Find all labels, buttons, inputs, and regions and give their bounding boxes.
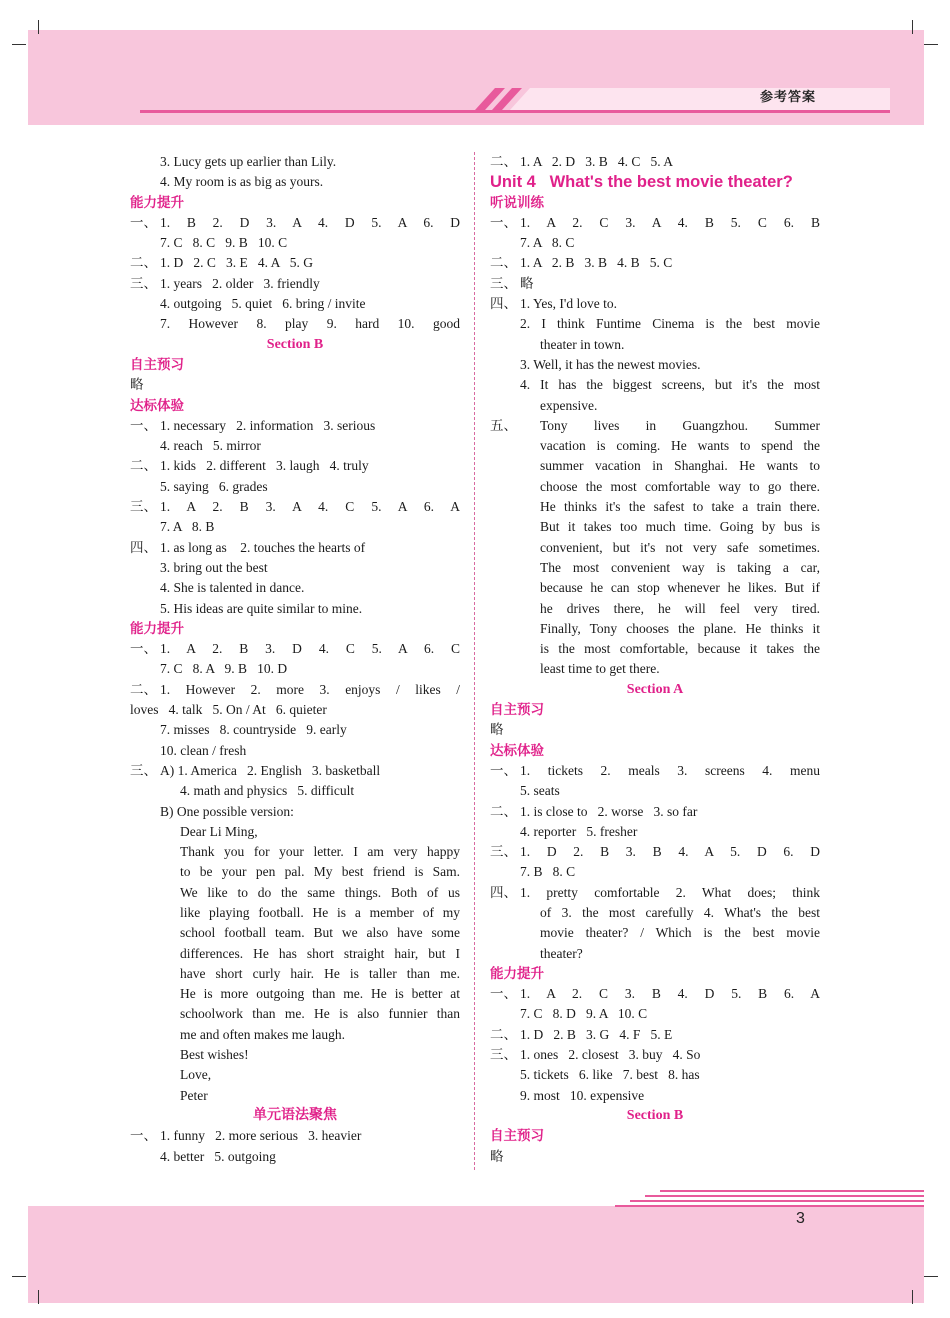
answer-line — [490, 578, 820, 598]
answer-text: But it takes too much time. Going by bus is — [540, 519, 820, 535]
answer-line — [490, 355, 820, 375]
answer-text: 4. She is talented in dance. — [160, 580, 305, 596]
answer-line — [490, 294, 820, 314]
answer-line — [130, 294, 460, 314]
question-number: 一、 — [490, 986, 517, 1002]
question-number: 二、 — [130, 458, 157, 474]
answer-line — [130, 680, 460, 700]
bottom-decorative-band — [28, 1206, 924, 1303]
answer-line — [490, 1004, 820, 1024]
answer-line — [130, 720, 460, 740]
answer-line — [490, 1086, 820, 1106]
answer-line — [490, 213, 820, 233]
answer-text: 略 — [490, 1148, 504, 1164]
answer-text: Best wishes! — [180, 1047, 249, 1063]
answer-text: is the most comfortable, because it takes the — [540, 641, 820, 657]
answer-line — [130, 436, 460, 456]
answer-text: Love, — [180, 1067, 212, 1083]
answer-text: 4. math and physics 5. difficult — [180, 783, 355, 799]
answer-text: 7. B 8. C — [520, 864, 576, 880]
answer-line — [130, 274, 460, 294]
question-number: 二、 — [130, 681, 157, 697]
answer-line — [490, 456, 820, 476]
answer-text: Peter — [180, 1087, 208, 1103]
question-number: 三、 — [490, 275, 517, 291]
answer-line — [130, 822, 460, 842]
answer-text: 略 — [130, 377, 144, 393]
section-heading: 自主预习 — [490, 702, 544, 719]
page-number: 3 — [796, 1210, 805, 1227]
answer-line — [130, 883, 460, 903]
answer-text: me and often makes me laugh. — [180, 1026, 345, 1042]
question-number: 三、 — [130, 762, 157, 778]
answer-text: 7. A 8. C — [520, 235, 575, 251]
question-number: 二、 — [490, 154, 517, 169]
right-answer-column — [490, 152, 820, 1167]
crop-mark — [924, 44, 938, 45]
answer-text: 1. A 2. B 3. A 4. C 5. A 6. A — [160, 499, 460, 515]
crop-mark — [924, 1276, 938, 1277]
answer-line — [130, 639, 460, 659]
section-heading: 能力提升 — [130, 194, 184, 211]
answer-text: 1. tickets 2. meals 3. screens 4. menu — [520, 762, 820, 778]
answer-text: 4. outgoing 5. quiet 6. bring / invite — [160, 296, 366, 312]
answer-line — [490, 416, 820, 436]
answer-line — [130, 213, 460, 233]
answer-text: 7. A 8. B — [160, 519, 215, 535]
answer-text: summer vacation in Shanghai. He wants to — [540, 458, 820, 474]
answer-text: have short curly hair. He is taller than me. — [180, 965, 460, 981]
question-number: 一、 — [130, 417, 157, 433]
crop-mark — [38, 1290, 39, 1304]
question-number: 二、 — [490, 255, 517, 271]
answer-line — [490, 396, 820, 416]
answer-text: 1. necessary 2. information 3. serious — [160, 417, 376, 433]
crop-mark — [12, 1276, 26, 1277]
answer-text: 1. B 2. D 3. A 4. D 5. A 6. D — [160, 214, 460, 230]
answer-line — [130, 984, 460, 1004]
answer-line — [490, 720, 820, 740]
question-number: 一、 — [130, 1128, 157, 1144]
answer-text: 1. A 2. B 3. D 4. C 5. A 6. C — [160, 641, 460, 657]
question-number: 五、 — [490, 417, 517, 433]
answer-text: 1. A 2. C 3. A 4. B 5. C 6. B — [520, 214, 820, 230]
crop-mark — [12, 44, 26, 45]
question-number: 二、 — [130, 255, 157, 271]
answer-line — [130, 903, 460, 923]
answer-line — [130, 1004, 460, 1024]
question-number: 一、 — [490, 214, 517, 230]
answer-line — [130, 172, 460, 192]
answer-line — [490, 822, 820, 842]
answer-text: 5. seats — [520, 783, 560, 799]
answer-line — [490, 335, 820, 355]
section-heading: 自主预习 — [130, 356, 184, 373]
answer-text: 9. most 10. expensive — [520, 1087, 645, 1103]
answer-text: because he can stop whenever he likes. But if — [540, 580, 820, 596]
answer-line — [130, 477, 460, 497]
answer-line — [490, 862, 820, 882]
answer-line — [130, 741, 460, 761]
answer-line — [130, 314, 460, 334]
answer-text: 4. It has the biggest screens, but it's the most — [520, 377, 820, 393]
answer-text: convenient, but it's not very safe sometimes. — [540, 539, 820, 555]
answer-line — [130, 1126, 460, 1146]
answer-line — [490, 538, 820, 558]
answer-text: theater? — [540, 945, 583, 961]
crop-mark — [912, 20, 913, 34]
answer-text: theater in town. — [540, 336, 625, 352]
answer-text: least time to get there. — [540, 661, 660, 677]
section-heading: 自主预习 — [490, 1128, 544, 1145]
answer-line — [490, 375, 820, 395]
answer-line — [490, 883, 820, 903]
answer-text: 5. His ideas are quite similar to mine. — [160, 600, 363, 616]
section-heading: 能力提升 — [130, 620, 184, 637]
answer-text: The most convenient way is taking a car, — [540, 559, 820, 575]
answer-text: 2. I think Funtime Cinema is the best movie — [520, 316, 820, 332]
answer-text: 7. C 8. A 9. B 10. D — [160, 661, 288, 677]
question-number: 二、 — [490, 1026, 517, 1042]
answer-line — [490, 619, 820, 639]
answer-text: loves 4. talk 5. On / At 6. quieter — [130, 702, 327, 718]
answer-text: 1. funny 2. more serious 3. heavier — [160, 1128, 362, 1144]
answer-text: vacation is coming. He wants to spend the — [540, 438, 820, 454]
answer-text: 1. pretty comfortable 2. What does; think — [520, 884, 820, 900]
answer-text: Finally, Tony chooses the plane. He thinks it — [540, 620, 820, 636]
section-heading: 达标体验 — [490, 742, 544, 759]
answer-text: 5. tickets 6. like 7. best 8. has — [520, 1067, 700, 1083]
answer-line — [490, 802, 820, 822]
answer-text: 略 — [520, 275, 534, 291]
answer-line — [490, 497, 820, 517]
answer-line — [130, 842, 460, 862]
answer-line — [130, 862, 460, 882]
answer-text: 1. D 2. B 3. B 4. A 5. D 6. D — [520, 844, 820, 860]
answer-line — [490, 274, 820, 294]
answer-line — [130, 456, 460, 476]
answer-text: 1. D 2. B 3. G 4. F 5. E — [520, 1026, 673, 1042]
question-number: 一、 — [490, 762, 517, 778]
section-title: Section B — [266, 336, 324, 352]
answer-text: 1. as long as 2. touches the hearts of — [160, 539, 366, 555]
answer-line — [130, 659, 460, 679]
answer-text: schoolwork than me. He is also funnier than — [180, 1006, 460, 1022]
answer-text: 7. misses 8. countryside 9. early — [160, 722, 347, 738]
answer-line — [130, 578, 460, 598]
answer-text: A) 1. America 2. English 3. basketball — [160, 762, 381, 778]
section-title: Section A — [626, 681, 684, 697]
answer-line — [490, 253, 820, 273]
answer-line — [490, 599, 820, 619]
answer-line — [130, 944, 460, 964]
section-heading: 能力提升 — [490, 965, 544, 982]
answer-line — [130, 923, 460, 943]
question-number: 三、 — [130, 499, 157, 515]
answer-line — [490, 639, 820, 659]
answer-line — [130, 517, 460, 537]
answer-text: choose the most comfortable way to go there. — [540, 478, 820, 494]
answer-line — [130, 599, 460, 619]
answer-line — [130, 233, 460, 253]
answer-line — [490, 314, 820, 334]
answer-text: 4. My room is as big as yours. — [160, 174, 324, 190]
answer-text: of 3. the most carefully 4. What's the best — [540, 904, 820, 920]
answer-text: 1. is close to 2. worse 3. so far — [520, 803, 698, 819]
answer-text: 10. clean / fresh — [160, 742, 247, 758]
answer-line — [490, 436, 820, 456]
section-title: Section B — [626, 1107, 684, 1123]
question-number: 三、 — [490, 1047, 517, 1063]
footer-stripe-graphic — [600, 1188, 924, 1218]
answer-line — [130, 152, 460, 172]
answer-line — [490, 903, 820, 923]
answer-text: 7. However 8. play 9. hard 10. good — [160, 316, 460, 332]
answer-text: 7. C 8. D 9. A 10. C — [520, 1006, 648, 1022]
answer-text: school football team. But we also have some — [180, 925, 460, 941]
answer-text: 3. bring out the best — [160, 559, 268, 575]
left-answer-column — [130, 152, 460, 1167]
answer-line — [130, 1086, 460, 1106]
header-title: 参考答案 — [760, 90, 817, 105]
answer-line — [490, 152, 820, 172]
answer-text: 1. A 2. B 3. B 4. B 5. C — [520, 255, 673, 271]
answer-text: 4. reach 5. mirror — [160, 438, 261, 454]
answer-text: He thinks it's the safest to take a train there. — [540, 499, 820, 515]
answer-line — [130, 1025, 460, 1045]
answer-text: 1. D 2. C 3. E 4. A 5. G — [160, 255, 314, 271]
answer-line — [130, 700, 460, 720]
column-divider — [474, 152, 475, 1170]
answer-line — [490, 944, 820, 964]
answer-text: he drives there, he will feel very tired. — [540, 600, 820, 616]
answer-line — [130, 1065, 460, 1085]
answer-text: 略 — [490, 722, 504, 738]
answer-text: expensive. — [540, 397, 598, 413]
answer-text: 1. years 2. older 3. friendly — [160, 275, 320, 291]
section-heading: 听说训练 — [490, 194, 544, 211]
answer-line — [490, 1147, 820, 1167]
answer-line — [130, 253, 460, 273]
question-number: 三、 — [490, 844, 517, 860]
answer-text: 1. A 2. D 3. B 4. C 5. A — [520, 154, 674, 169]
answer-line — [490, 558, 820, 578]
unit-title: Unit 4 What's the best movie theater? — [490, 173, 793, 192]
answer-line — [490, 1025, 820, 1045]
answer-line — [490, 659, 820, 679]
answer-text: 1. Yes, I'd love to. — [520, 296, 617, 312]
question-number: 一、 — [130, 641, 157, 657]
answer-line — [490, 984, 820, 1004]
answer-text: 1. kids 2. different 3. laugh 4. truly — [160, 458, 369, 474]
answer-line — [130, 1045, 460, 1065]
answer-text: 1. A 2. C 3. B 4. D 5. B 6. A — [520, 986, 820, 1002]
answer-text: 3. Well, it has the newest movies. — [520, 356, 701, 372]
answer-text: 3. Lucy gets up earlier than Lily. — [160, 154, 337, 169]
answer-line — [130, 538, 460, 558]
answer-text: differences. He has short straight hair, but I — [180, 945, 460, 961]
answer-line — [130, 781, 460, 801]
question-number: 二、 — [490, 803, 517, 819]
question-number: 一、 — [130, 214, 157, 230]
answer-line — [130, 558, 460, 578]
question-number: 四、 — [490, 296, 517, 312]
answer-text: 4. reporter 5. fresher — [520, 823, 638, 839]
answer-text: 1. ones 2. closest 3. buy 4. So — [520, 1047, 701, 1063]
answer-line — [490, 761, 820, 781]
answer-text: 5. saying 6. grades — [160, 478, 268, 494]
crop-mark — [38, 20, 39, 34]
answer-line — [130, 497, 460, 517]
answer-text: 7. C 8. C 9. B 10. C — [160, 235, 288, 251]
answer-line — [490, 517, 820, 537]
question-number: 四、 — [490, 884, 517, 900]
answer-line — [130, 761, 460, 781]
answer-line — [490, 233, 820, 253]
answer-line — [130, 416, 460, 436]
answer-text: He is more outgoing than me. He is better at — [180, 986, 460, 1002]
answer-text: 1. However 2. more 3. enjoys / likes / — [160, 681, 460, 697]
answer-line — [490, 477, 820, 497]
answer-text: 4. better 5. outgoing — [160, 1148, 276, 1164]
question-number: 四、 — [130, 539, 157, 555]
answer-text: Dear Li Ming, — [180, 823, 258, 839]
answer-text: We like to do the same things. Both of us — [180, 884, 460, 900]
answer-text: B) One possible version: — [160, 803, 294, 819]
answer-text: like playing football. He is a member of my — [180, 904, 460, 920]
answer-line — [490, 1065, 820, 1085]
answer-line — [490, 842, 820, 862]
answer-line — [490, 1045, 820, 1065]
answer-text: to be your pen pal. My best friend is Sam. — [180, 864, 460, 880]
answer-line — [490, 923, 820, 943]
question-number: 三、 — [130, 275, 157, 291]
crop-mark — [912, 1290, 913, 1304]
answer-line — [130, 375, 460, 395]
section-title: 单元语法聚焦 — [253, 1107, 337, 1123]
answer-text: Thank you for your letter. I am very happy — [180, 844, 460, 860]
answer-line — [130, 802, 460, 822]
answer-text: movie theater? / Which is the best movie — [540, 925, 820, 941]
answer-line — [130, 964, 460, 984]
section-heading: 达标体验 — [130, 397, 184, 414]
answer-text: Tony lives in Guangzhou. Summer — [540, 417, 820, 433]
answer-line — [490, 781, 820, 801]
answer-line — [130, 1147, 460, 1167]
